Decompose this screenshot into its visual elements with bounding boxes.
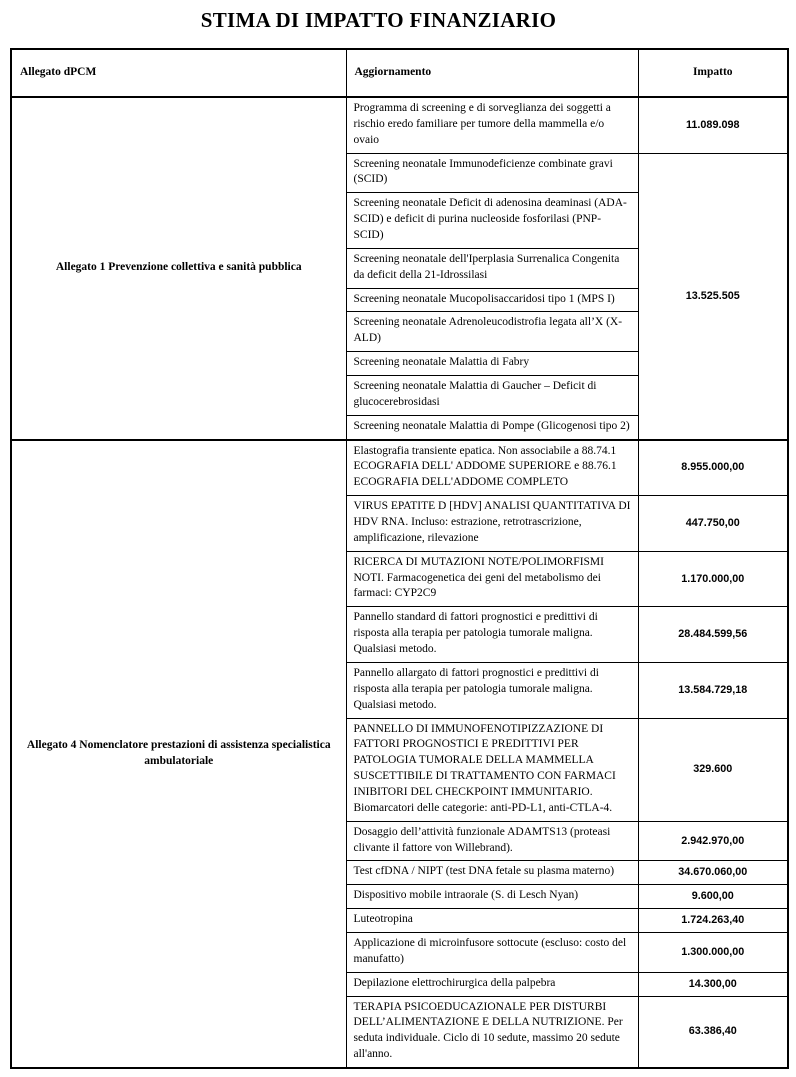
- impatto-cell: 14.300,00: [638, 972, 788, 996]
- table-row: [11, 97, 788, 153]
- col-header-impatto: Impatto: [638, 49, 788, 97]
- aggiornamento-cell: Programma di screening e di sorveglianza dei soggetti a rischio eredo familiare per tumore della mammella e/o ovaio: [346, 97, 638, 153]
- aggiornamento-cell: Screening neonatale Malattia di Gaucher – Deficit di glucocerebrosidasi: [346, 376, 638, 416]
- impatto-cell: 63.386,40: [638, 996, 788, 1068]
- impatto-cell: 329.600: [638, 718, 788, 821]
- aggiornamento-cell: Dispositivo mobile intraorale (S. di Lesch Nyan): [346, 885, 638, 909]
- aggiornamento-cell: Test cfDNA / NIPT (test DNA fetale su plasma materno): [346, 861, 638, 885]
- impatto-cell: 9.600,00: [638, 885, 788, 909]
- impatto-cell: 447.750,00: [638, 496, 788, 552]
- aggiornamento-cell: Screening neonatale Malattia di Fabry: [346, 352, 638, 376]
- aggiornamento-cell: Dosaggio dell’attività funzionale ADAMTS13 (proteasi clivante il fattore von Willebrand).: [346, 821, 638, 861]
- impatto-cell: 1.724.263,40: [638, 909, 788, 933]
- aggiornamento-cell: Screening neonatale Adrenoleucodistrofia legata all’X (X-ALD): [346, 312, 638, 352]
- aggiornamento-cell: Screening neonatale Deficit di adenosina deaminasi (ADA-SCID) e deficit di purina nucleoside fosforilasi (PNP-SCID): [346, 193, 638, 249]
- page-title: STIMA DI IMPATTO FINANZIARIO: [200, 8, 557, 32]
- impatto-cell: 13.525.505: [638, 153, 788, 440]
- table-row: [11, 440, 788, 496]
- impatto-cell: 34.670.060,00: [638, 861, 788, 885]
- aggiornamento-cell: VIRUS EPATITE D [HDV] ANALISI QUANTITATIVA DI HDV RNA. Incluso: estrazione, retrotrascrizione, amplificazione, rilevazione: [346, 496, 638, 552]
- aggiornamento-cell: Applicazione di microinfusore sottocute (escluso: costo del manufatto): [346, 932, 638, 972]
- aggiornamento-cell: TERAPIA PSICOEDUCAZIONALE PER DISTURBI DELL’ALIMENTAZIONE E DELLA NUTRIZIONE. Per seduta individuale. Ciclo di 10 sedute, massimo 20 sedute all'anno.: [346, 996, 638, 1068]
- allegato-4-cell: Allegato 4 Nomenclatore prestazioni di assistenza specialistica ambulatoriale: [11, 440, 346, 1068]
- aggiornamento-cell: Screening neonatale Mucopolisaccaridosi tipo 1 (MPS I): [346, 288, 638, 312]
- col-header-aggiornamento: Aggiornamento: [346, 49, 638, 97]
- aggiornamento-cell: Pannello allargato di fattori prognostici e predittivi di risposta alla terapia per patologia tumorale maligna. Qualsiasi metodo.: [346, 662, 638, 718]
- impatto-cell: 28.484.599,56: [638, 607, 788, 663]
- impatto-cell: 1.300.000,00: [638, 932, 788, 972]
- aggiornamento-cell: Luteotropina: [346, 909, 638, 933]
- allegato-1-cell: Allegato 1 Prevenzione collettiva e sanità pubblica: [11, 97, 346, 440]
- impatto-cell: 8.955.000,00: [638, 440, 788, 496]
- impatto-cell: 11.089.098: [638, 97, 788, 153]
- financial-impact-table: [10, 48, 789, 1069]
- aggiornamento-cell: Elastografia transiente epatica. Non associabile a 88.74.1 ECOGRAFIA DELL' ADDOME SUPERIORE e 88.76.1 ECOGRAFIA DELL'ADDOME COMPLETO: [346, 440, 638, 496]
- aggiornamento-cell: Screening neonatale Immunodeficienze combinate gravi (SCID): [346, 153, 638, 193]
- aggiornamento-cell: RICERCA DI MUTAZIONI NOTE/POLIMORFISMI NOTI. Farmacogenetica dei geni del metabolismo dei farmaci: CYP2C9: [346, 551, 638, 607]
- header-row: [11, 49, 788, 97]
- aggiornamento-cell: Screening neonatale dell'Iperplasia Surrenalica Congenita da deficit della 21-Idrossilasi: [346, 248, 638, 288]
- aggiornamento-cell: Depilazione elettrochirurgica della palpebra: [346, 972, 638, 996]
- aggiornamento-cell: Pannello standard di fattori prognostici e predittivi di risposta alla terapia per patologia tumorale maligna. Qualsiasi metodo.: [346, 607, 638, 663]
- impatto-cell: 2.942.970,00: [638, 821, 788, 861]
- col-header-allegato-dpcm: Allegato dPCM: [11, 49, 346, 97]
- impatto-cell: 1.170.000,00: [638, 551, 788, 607]
- impatto-cell: 13.584.729,18: [638, 662, 788, 718]
- aggiornamento-cell: PANNELLO DI IMMUNOFENOTIPIZZAZIONE DI FATTORI PROGNOSTICI E PREDITTIVI PER PATOLOGIA TUMORALE DELLA MAMMELLA SUSCETTIBILE DI TRATTAMENTO CON FARMACI INIBITORI DEL CHECKPOINT IMMUNITARIO. Biomarcatori delle categorie: anti-PD-L1, anti-CTLA-4.: [346, 718, 638, 821]
- aggiornamento-cell: Screening neonatale Malattia di Pompe (Glicogenosi tipo 2): [346, 415, 638, 439]
